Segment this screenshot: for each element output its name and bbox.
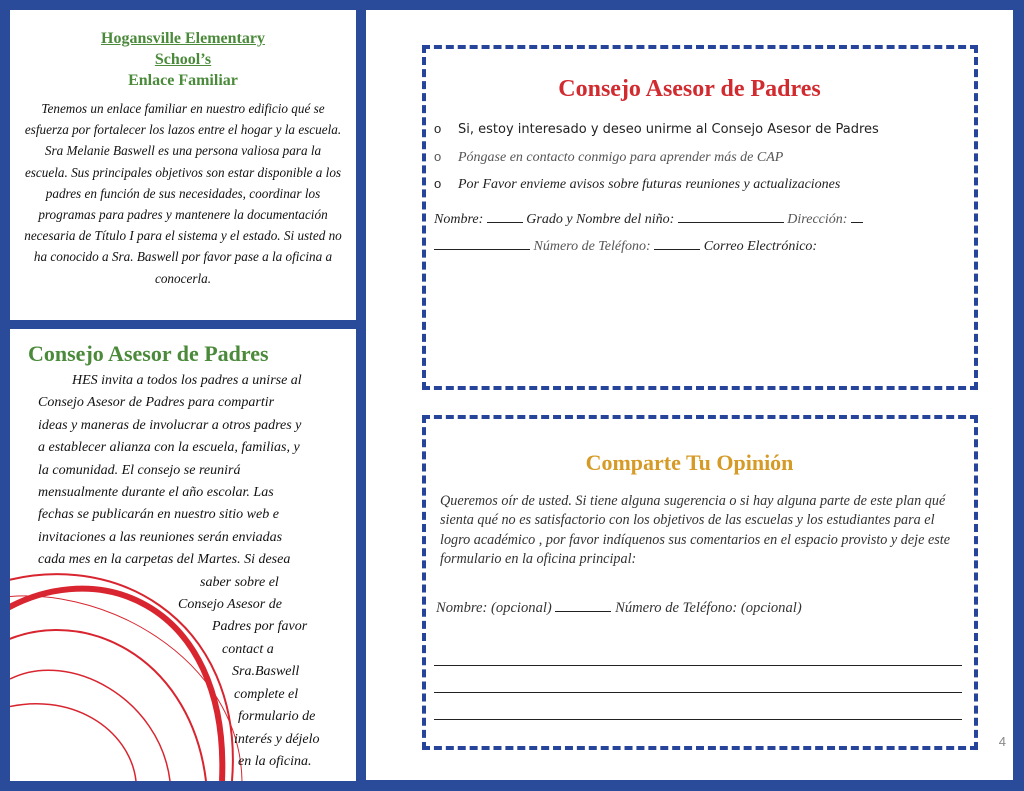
liaison-title-line2: School’s bbox=[154, 51, 212, 68]
opinion-telefono-label: Número de Teléfono: (opcional) bbox=[615, 600, 802, 616]
grado-field[interactable] bbox=[678, 210, 784, 223]
parent-council-info-panel bbox=[10, 329, 356, 781]
comment-line[interactable] bbox=[434, 665, 962, 666]
council-info-line: Consejo Asesor de bbox=[178, 597, 282, 613]
opinion-title: Comparte Tu Opinión bbox=[585, 450, 794, 475]
cap-option-notices[interactable] bbox=[434, 176, 840, 193]
council-info-line: contact a bbox=[222, 641, 274, 657]
direccion-field[interactable] bbox=[851, 210, 863, 223]
direccion-label: Dirección: bbox=[787, 212, 848, 227]
opinion-nombre-label: Nombre: (opcional) bbox=[436, 600, 552, 616]
correo-label: Correo Electrónico: bbox=[703, 239, 818, 254]
liaison-title bbox=[10, 28, 356, 91]
council-info-line: formulario de bbox=[238, 709, 316, 725]
checkbox-bullet-icon[interactable]: o bbox=[434, 176, 442, 191]
council-info-line: Padres por favor bbox=[212, 619, 308, 635]
telefono-field[interactable] bbox=[654, 237, 700, 250]
nombre-label: Nombre: bbox=[434, 212, 484, 227]
council-info-line: HES invita a todos los padres a unirse al bbox=[72, 373, 302, 388]
council-info-title: Consejo Asesor de Padres bbox=[28, 341, 269, 366]
council-info-line: Sra.Baswell bbox=[232, 664, 300, 680]
council-info-line: ideas y maneras de involucrar a otros padres y bbox=[38, 417, 302, 433]
telefono-label: Número de Teléfono: bbox=[533, 239, 651, 254]
council-info-line: invitaciones a las reuniones serán enviadas bbox=[38, 529, 283, 545]
cap-form-line-2 bbox=[434, 237, 817, 255]
liaison-title-line1: Hogansville Elementary bbox=[101, 30, 265, 47]
council-info-line: cada mes en la carpetas del Martes. Si desea bbox=[38, 552, 291, 568]
council-info-line: complete el bbox=[234, 686, 299, 702]
comment-line[interactable] bbox=[434, 719, 962, 720]
liaison-body: Tenemos un enlace familiar en nuestro edificio qué se esfuerza por fortalecer los lazos entre el hogar y la escuela. Sra Melanie Baswell es una persona valiosa para la escuela. Sus principales objetivos son estar disponible a los padres en función de sus necesidades, coordinar los programas para padres y mantenere la documentación necesaria de Título I para el sistema y el estado. Si usted no ha conocido a Sra. Baswell por favor pase a la oficina a conocerla. bbox=[24, 101, 342, 286]
grado-label: Grado y Nombre del niño: bbox=[526, 212, 675, 227]
cap-option-contact[interactable] bbox=[434, 149, 783, 166]
liaison-title-line3: Enlace Familiar bbox=[128, 72, 238, 89]
cap-option-contact-label: Póngase en contacto conmigo para aprender más de CAP bbox=[458, 150, 784, 165]
council-info-line: saber sobre el bbox=[200, 574, 279, 590]
council-info-line: fechas se publicarán en nuestro sitio web e bbox=[38, 507, 279, 523]
council-info-line: Consejo Asesor de Padres para compartir bbox=[38, 395, 275, 411]
comment-line[interactable] bbox=[434, 692, 962, 693]
opinion-form-line bbox=[436, 599, 802, 617]
forms-panel bbox=[366, 10, 1013, 780]
checkbox-bullet-icon[interactable]: o bbox=[434, 149, 442, 164]
nombre-field[interactable] bbox=[487, 210, 523, 223]
council-info-line: a establecer alianza con la escuela, familias, y bbox=[38, 440, 300, 456]
council-info-line: en la oficina. bbox=[238, 753, 312, 769]
page-number: 4 bbox=[998, 734, 1006, 749]
council-info-line: interés y déjelo bbox=[234, 731, 320, 747]
council-info-line: la comunidad. El consejo se reunirá bbox=[38, 462, 241, 478]
cap-form-title: Consejo Asesor de Padres bbox=[558, 76, 821, 102]
cap-form-line-1 bbox=[434, 210, 863, 228]
council-info-line: mensualmente durante el año escolar. Las bbox=[38, 485, 274, 501]
cap-option-notices-label: Por Favor envieme avisos sobre futuras reuniones y actualizaciones bbox=[458, 177, 841, 192]
council-info-body bbox=[38, 370, 320, 773]
opinion-nombre-field[interactable] bbox=[555, 599, 611, 612]
cap-option-join-label: Si, estoy interesado y deseo unirme al Consejo Asesor de Padres bbox=[458, 122, 879, 137]
cap-option-join[interactable] bbox=[434, 121, 879, 137]
opinion-body: Queremos oír de usted. Si tiene alguna sugerencia o si hay alguna parte de este plan qué sienta qué no es satisfactorio con los objetivos de las escuelas y los estudiantes para el logro académico , por favor indíquenos sus comentarios en el espacio provisto y deje este formulario en la oficina principal: bbox=[440, 493, 951, 568]
direccion-field-continued[interactable] bbox=[434, 237, 530, 250]
family-liaison-panel bbox=[10, 10, 356, 320]
checkbox-bullet-icon[interactable]: o bbox=[434, 121, 442, 136]
